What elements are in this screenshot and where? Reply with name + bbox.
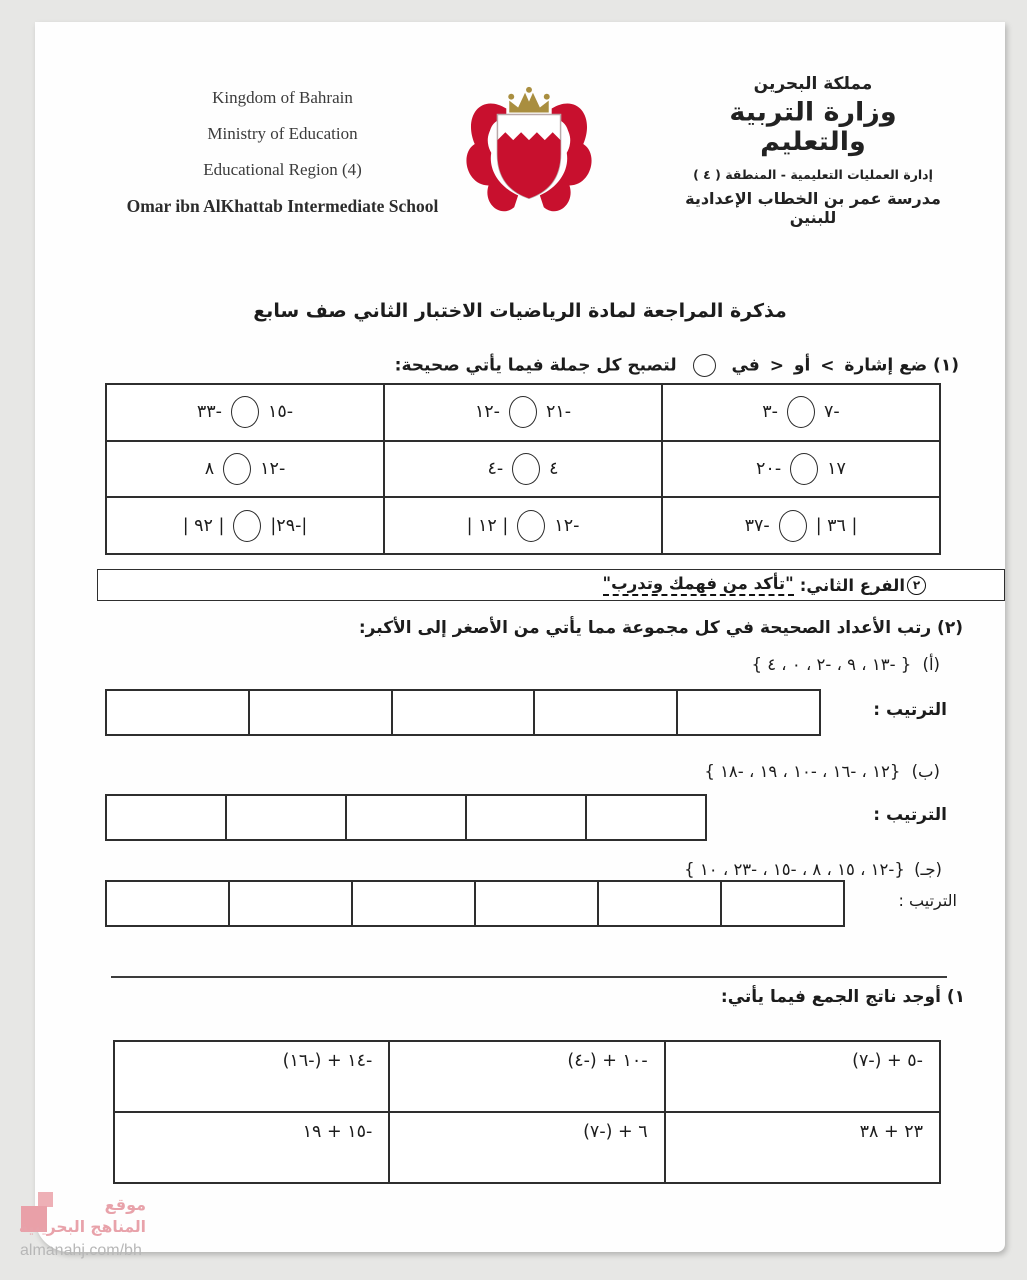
answer-cell xyxy=(346,795,466,840)
answer-cell xyxy=(226,795,346,840)
answer-cell xyxy=(598,881,721,926)
part-b-line xyxy=(704,762,940,781)
comparison-left-value: ٣٣- xyxy=(196,402,222,423)
in-word: في xyxy=(731,355,760,376)
answer-table-b xyxy=(105,794,707,841)
sum-problem-cell xyxy=(389,1041,664,1112)
answer-cell xyxy=(677,690,820,735)
part-c-line xyxy=(684,860,942,879)
answer-table-a xyxy=(105,689,821,736)
comparison-answer-circle xyxy=(223,453,251,485)
english-header-line: Kingdom of Bahrain xyxy=(212,88,353,107)
or-word: أو xyxy=(793,355,811,376)
comparison-left-value: | ٩٢ | xyxy=(182,515,225,536)
comparison-cell xyxy=(106,384,384,441)
separator-line xyxy=(111,976,947,978)
greater-than-symbol: > xyxy=(769,355,784,376)
sum-problem-cell xyxy=(114,1041,389,1112)
q1-text-suffix: لتصبح كل جملة فيما يأتي صحيحة: xyxy=(394,355,677,376)
answer-table-c xyxy=(105,880,845,927)
answer-cell xyxy=(586,795,706,840)
answer-cell xyxy=(106,881,229,926)
q1-instruction xyxy=(395,354,959,377)
comparison-right-value: ١٥- xyxy=(268,402,294,423)
bahrain-crest-emblem xyxy=(455,58,603,238)
comparison-answer-circle xyxy=(787,396,815,428)
part-a-line xyxy=(751,655,940,674)
sum-expression: (١٦-) + ١٤- xyxy=(282,1051,373,1071)
comparison-cell xyxy=(662,384,940,441)
q1-text-prefix: (١) ضع إشارة xyxy=(844,355,959,376)
part-a-set: { ٤ ، ٠ ، ٢- ، ٩ ، ١٣- } xyxy=(751,655,912,674)
part-b-set: { ١٨- ، ١٩ ، ١٠- ، ١٦- ، ١٢} xyxy=(704,762,901,781)
answer-cell xyxy=(466,795,586,840)
comparison-answer-circle xyxy=(779,510,807,542)
comparison-left-value: ٨ xyxy=(204,458,215,479)
section2-heading: الفرع الثاني: xyxy=(799,575,905,595)
comparison-answer-circle xyxy=(790,453,818,485)
sum-problem-cell xyxy=(389,1112,664,1183)
worksheet-title: مذكرة المراجعة لمادة الرياضيات الاختبار الثاني صف سابع xyxy=(253,300,787,322)
answer-cell xyxy=(352,881,475,926)
part-c-label: (جـ) xyxy=(914,860,942,879)
sum-problem-cell xyxy=(665,1112,940,1183)
crest-shield-field xyxy=(497,132,560,198)
sum-problem-cell xyxy=(114,1112,389,1183)
sum-expression: ٣٨ + ٢٣ xyxy=(859,1122,923,1142)
comparison-left-value: ١٢- xyxy=(474,402,500,423)
sum-problem-cell xyxy=(665,1041,940,1112)
comparison-cell xyxy=(384,497,662,554)
comparison-cell xyxy=(106,497,384,554)
sum-expression: (٤-) + ١٠- xyxy=(567,1051,648,1071)
comparison-right-value: ٢١- xyxy=(546,402,572,423)
answer-cell xyxy=(106,795,226,840)
answer-cell xyxy=(106,690,249,735)
comparison-answer-circle xyxy=(512,453,540,485)
arabic-kingdom-line: مملكة البحرين xyxy=(753,74,873,94)
comparison-right-value: |٢٩-| xyxy=(270,515,308,536)
sum-expression: (٧-) + ٦ xyxy=(583,1122,648,1142)
comparison-right-value: ١٢- xyxy=(554,515,580,536)
comparison-right-value: | ٣٦ | xyxy=(815,515,858,536)
order-label-c: الترتيب : xyxy=(898,891,957,910)
answer-cell xyxy=(721,881,844,926)
worksheet-page xyxy=(35,22,1005,1252)
sums-table xyxy=(113,1040,941,1184)
watermark-url: almanahj.com/bh xyxy=(20,1242,142,1259)
english-header-line: Omar ibn AlKhattab Intermediate School xyxy=(126,196,439,216)
q2-instruction: (٢) رتب الأعداد الصحيحة في كل مجموعة مما يأتي من الأصغر إلى الأكبر: xyxy=(358,618,963,638)
comparison-left-value: ٤- xyxy=(487,458,504,479)
crest-crown xyxy=(509,93,548,113)
answer-cell xyxy=(392,690,535,735)
comparison-answer-circle xyxy=(233,510,261,542)
watermark-site-name: المناهج البحرينية xyxy=(18,1218,146,1236)
arabic-school-line: مدرسة عمر بن الخطاب الإعدادية للبنين xyxy=(685,189,941,227)
comparison-cell xyxy=(106,441,384,498)
comparison-right-value: ١٢- xyxy=(260,458,286,479)
part-c-set: { ١٠ ، ٢٣- ، ١٥- ، ٨ ، ١٥ ، ١٢-} xyxy=(684,860,905,879)
watermark-site-word: موقع xyxy=(104,1195,146,1214)
english-header xyxy=(80,80,485,224)
comparison-answer-circle xyxy=(509,396,537,428)
comparison-cell xyxy=(384,384,662,441)
less-than-symbol: < xyxy=(820,355,835,376)
comparison-right-value: ٤ xyxy=(549,458,559,479)
section2-header-box xyxy=(97,569,1005,601)
arabic-ministry-line: وزارة التربية والتعليم xyxy=(729,97,897,157)
part-a-label: (أ) xyxy=(922,655,940,674)
english-header-line: Educational Region (4) xyxy=(203,160,362,179)
comparison-right-value: ١٧ xyxy=(827,458,846,479)
comparison-cell xyxy=(384,441,662,498)
answer-cell xyxy=(249,690,392,735)
watermark-arabic-text xyxy=(16,1194,146,1238)
comparison-left-value: | ١٢ | xyxy=(466,515,509,536)
comparison-left-value: ٣٧- xyxy=(744,515,770,536)
comparison-cell xyxy=(662,497,940,554)
answer-cell xyxy=(229,881,352,926)
comparison-answer-circle xyxy=(517,510,545,542)
comparison-left-value: ٢٠- xyxy=(756,458,782,479)
arabic-header xyxy=(673,74,953,227)
answer-cell xyxy=(534,690,677,735)
comparison-left-value: ٣- xyxy=(762,402,778,423)
comparison-answer-circle xyxy=(231,396,259,428)
answer-cell xyxy=(475,881,598,926)
sums-heading: ١) أوجد ناتج الجمع فيما يأتي: xyxy=(720,987,965,1007)
comparison-table xyxy=(105,383,941,555)
circled-section-number: ٢ xyxy=(907,576,926,595)
comparison-cell xyxy=(662,441,940,498)
sum-expression: ١٩ + ١٥- xyxy=(302,1122,373,1142)
order-label-a: الترتيب : xyxy=(873,700,947,720)
sum-expression: (٧-) + ٥- xyxy=(852,1051,923,1071)
arabic-department-line: إدارة العمليات التعليمية - المنطقة ( ٤ ) xyxy=(693,167,933,182)
english-header-line: Ministry of Education xyxy=(207,124,358,143)
section2-quoted-motto: "تأكد من فهمك وتدرب" xyxy=(603,574,794,596)
answer-circle xyxy=(693,354,716,377)
comparison-right-value: ٧- xyxy=(824,402,840,423)
order-label-b: الترتيب : xyxy=(873,805,947,825)
part-b-label: (ب) xyxy=(911,762,940,781)
